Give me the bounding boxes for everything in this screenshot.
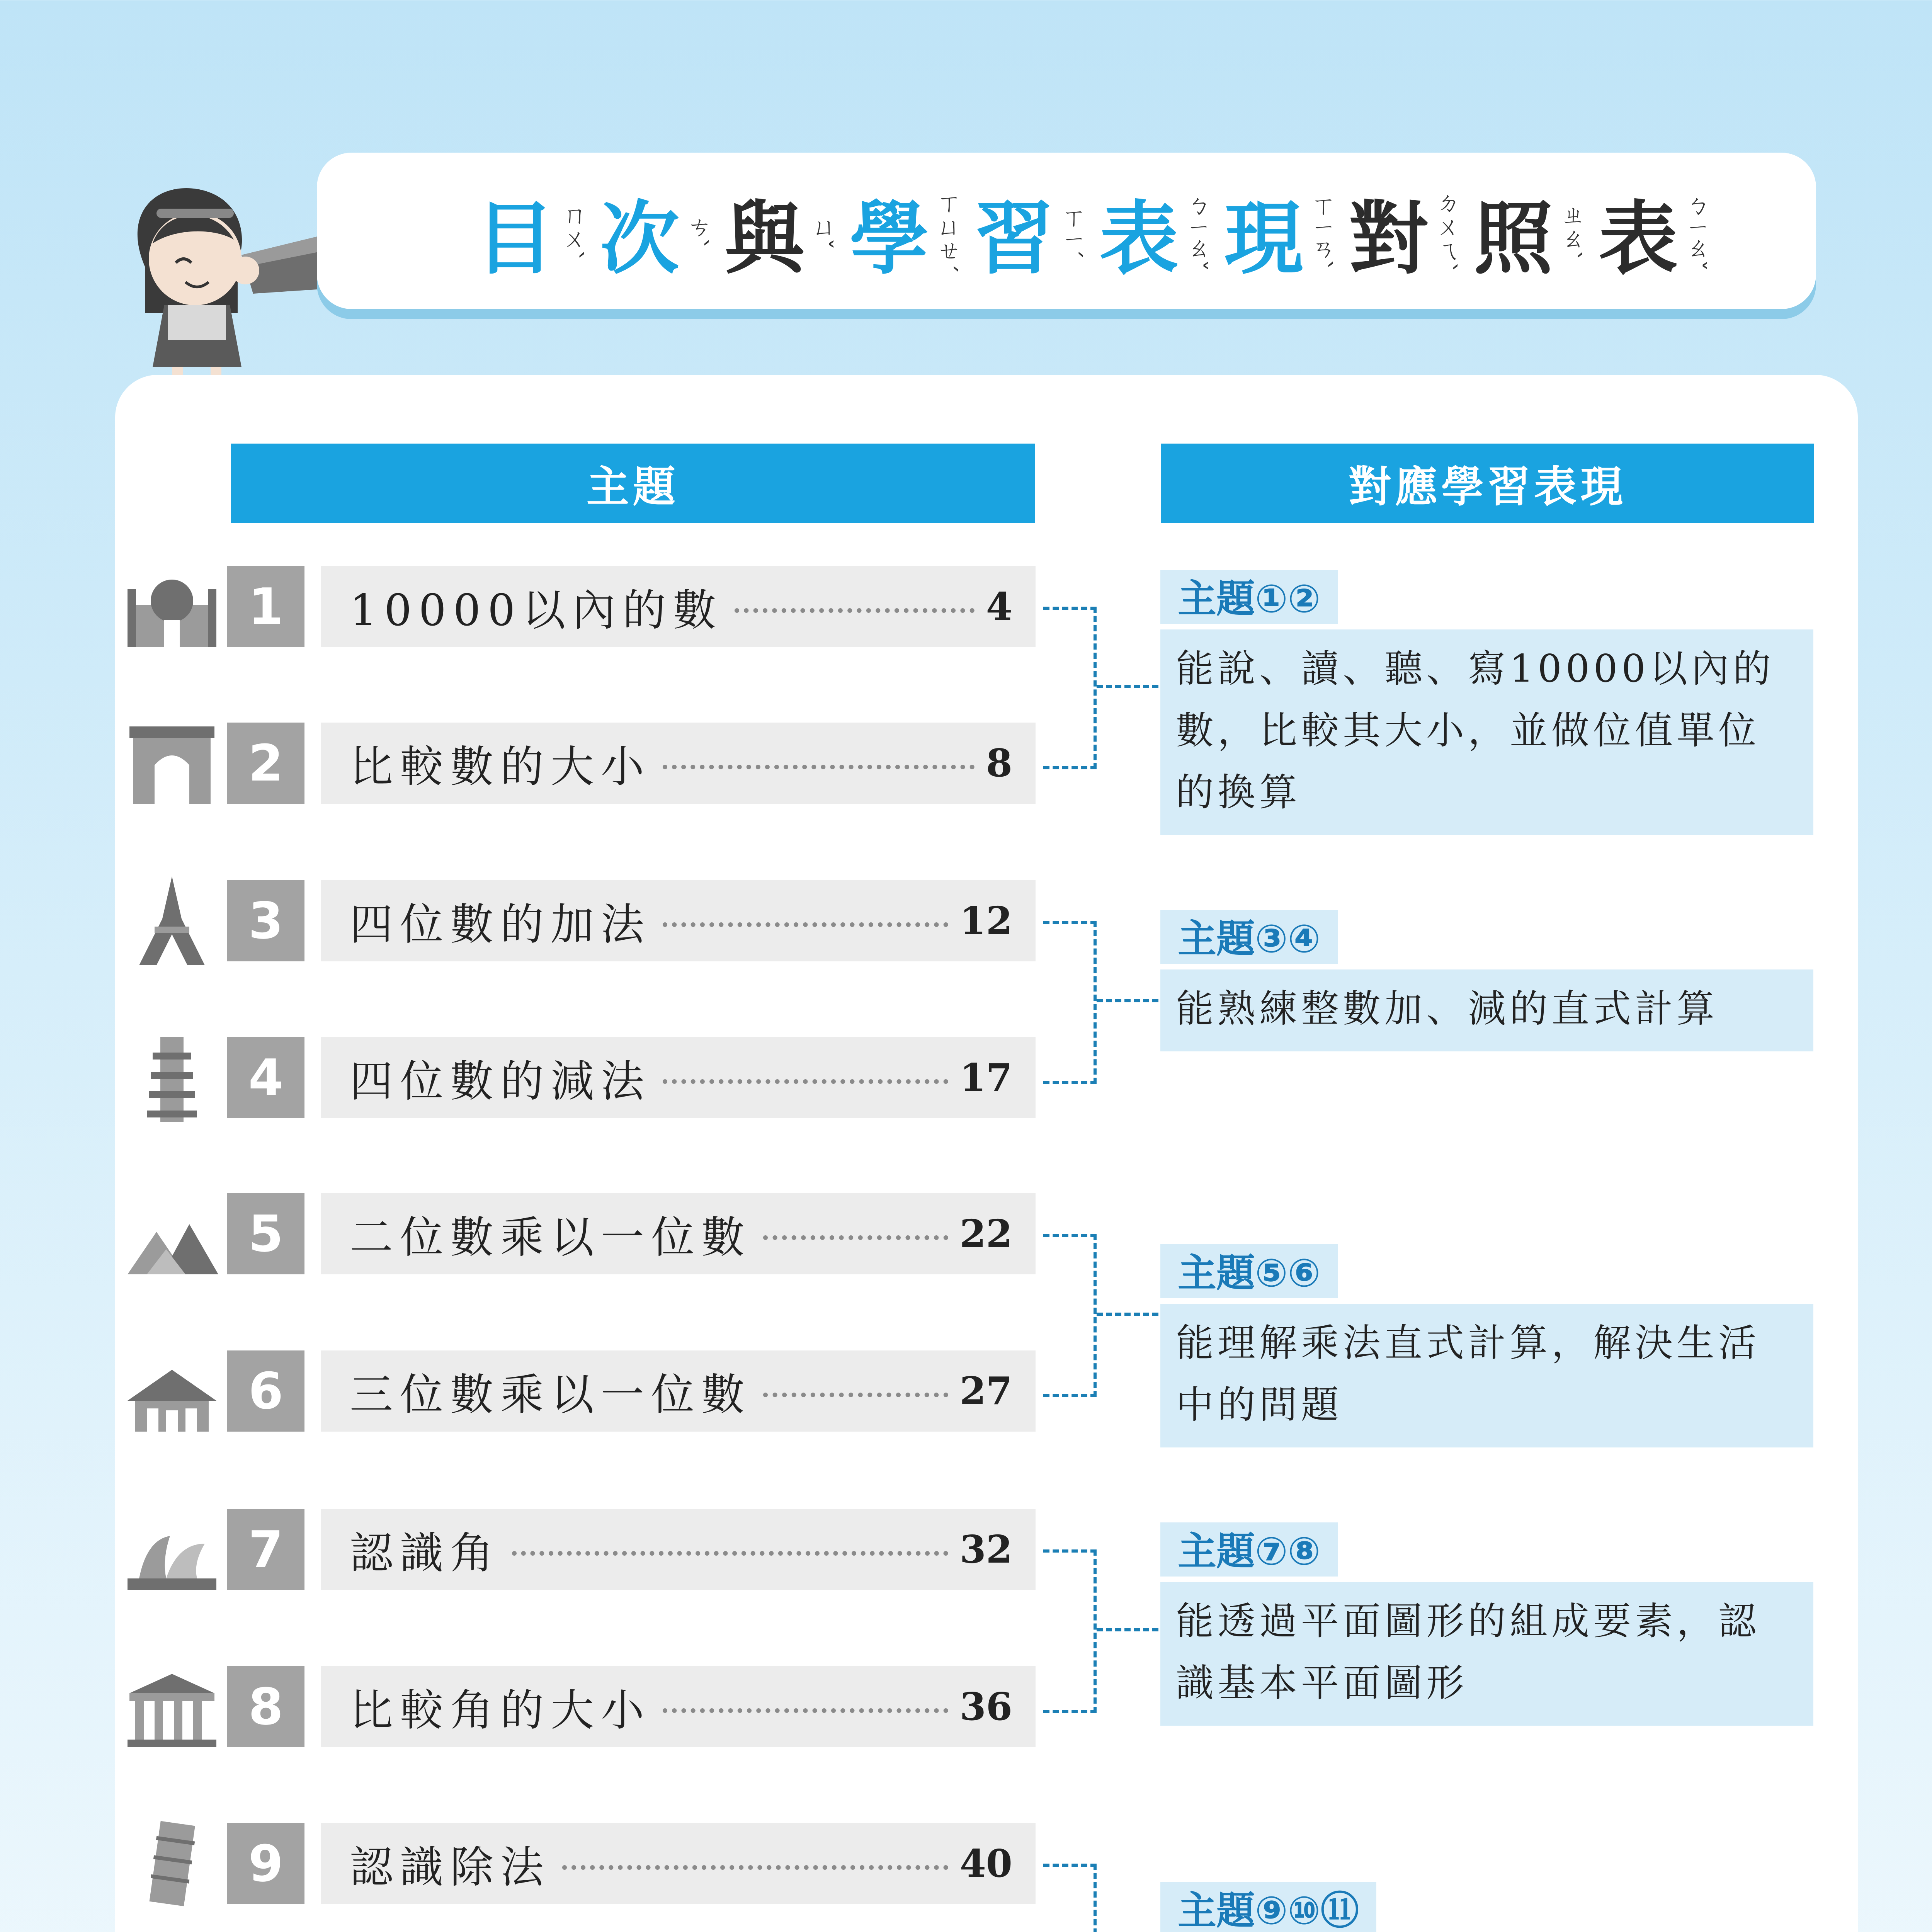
topic-row[interactable] [124, 1193, 1036, 1274]
arch-icon [124, 715, 220, 811]
page-ref: 40 [959, 1841, 1012, 1886]
topic-row[interactable] [124, 1509, 1036, 1590]
topic-title: 二位數乘以一位數 [350, 1212, 752, 1263]
page-ref: 36 [959, 1684, 1012, 1729]
page-ref: 32 [959, 1527, 1012, 1572]
topic-title: 比較角的大小 [350, 1685, 651, 1736]
theme-panel [1160, 1882, 1813, 1932]
title-char: 習 [975, 193, 1057, 285]
topic-number: 7 [227, 1509, 304, 1590]
theme-panel [1160, 570, 1813, 835]
title-zhuyin: ㄓㄠˋ [1557, 202, 1585, 262]
dot-leader [763, 1393, 948, 1397]
title-zhuyin: ㄒㄩㄝˊ [933, 190, 961, 274]
theme-tag: 主題⑤⑥ [1160, 1244, 1338, 1298]
title-char: 學 [850, 193, 932, 285]
theme-tag: 主題⑦⑧ [1160, 1522, 1338, 1577]
leaning-tower-icon [124, 1815, 220, 1912]
dot-leader [562, 1865, 948, 1870]
performance-column-header: 對應學習表現 [1161, 444, 1814, 523]
topic-number: 5 [227, 1193, 304, 1274]
theme-panel [1160, 910, 1813, 1051]
connector-line [1097, 1313, 1158, 1316]
title-zhuyin: ㄒㄧˊ [1058, 204, 1086, 260]
topic-title-box [321, 723, 1036, 804]
dot-leader [512, 1551, 948, 1556]
topic-title: 認識除法 [350, 1842, 551, 1893]
topic-title-box [321, 566, 1036, 647]
topic-number: 2 [227, 723, 304, 804]
topic-number: 1 [227, 566, 304, 647]
page-ref: 8 [986, 741, 1012, 786]
theme-description: 能熟練整數加、減的直式計算 [1160, 969, 1813, 1051]
connector-bracket [1043, 607, 1097, 769]
page-ref: 12 [959, 898, 1012, 943]
mosque-icon [124, 558, 220, 655]
title-zhuyin: ㄅㄧㄠˇ [1682, 192, 1710, 272]
connector-line [1097, 1628, 1158, 1631]
topic-title: 三位數乘以一位數 [350, 1369, 752, 1420]
title-char: 對 [1349, 193, 1431, 285]
theme-description: 能透過平面圖形的組成要素，認識基本平面圖形 [1160, 1582, 1813, 1726]
topic-title-box [321, 1823, 1036, 1904]
theme-tag: 主題⑨⑩⑪ [1160, 1882, 1376, 1932]
title-zhuyin: ㄇㄨˋ [559, 202, 587, 262]
dot-leader [663, 1708, 948, 1713]
title-char: 照 [1474, 193, 1556, 285]
topic-title: 四位數的減法 [350, 1056, 651, 1107]
topic-row[interactable] [124, 880, 1036, 961]
topic-row[interactable] [124, 566, 1036, 647]
theme-tag: 主題③④ [1160, 910, 1338, 964]
theme-tag: 主題①② [1160, 570, 1338, 624]
connector-bracket [1043, 921, 1097, 1084]
title-zhuyin: ㄒㄧㄢˋ [1308, 192, 1336, 272]
topic-number: 6 [227, 1350, 304, 1432]
theme-panel [1160, 1244, 1813, 1447]
topic-number: 9 [227, 1823, 304, 1904]
topic-title-box [321, 880, 1036, 961]
topic-title: 認識角 [350, 1528, 500, 1578]
topic-title-box [321, 1193, 1036, 1274]
topic-number: 8 [227, 1666, 304, 1747]
topic-title-box [321, 1350, 1036, 1432]
page-ref: 22 [959, 1211, 1012, 1256]
eiffel-tower-icon [124, 872, 220, 969]
topic-row[interactable] [124, 1350, 1036, 1432]
page-ref: 17 [959, 1055, 1012, 1100]
theme-description: 能說、讀、聽、寫10000以內的數，比較其大小，並做位值單位的換算 [1160, 629, 1813, 835]
title-zhuyin: ㄉㄨㄟˋ [1432, 190, 1461, 274]
connector-bracket [1043, 1234, 1097, 1397]
title-char: 現 [1224, 193, 1306, 285]
theme-panel [1160, 1522, 1813, 1726]
page-title [475, 182, 1723, 285]
topic-row[interactable] [124, 1666, 1036, 1747]
topic-row[interactable] [124, 723, 1036, 804]
topic-column-header: 主題 [231, 444, 1035, 523]
topic-title: 四位數的加法 [350, 899, 651, 950]
page-ref: 27 [959, 1369, 1012, 1413]
theme-description: 能理解乘法直式計算，解決生活中的問題 [1160, 1304, 1813, 1447]
topic-title-box [321, 1509, 1036, 1590]
palace-icon [124, 1343, 220, 1439]
topic-title: 比較數的大小 [350, 742, 651, 792]
title-zhuyin: ㄩˇ [808, 214, 837, 250]
title-zhuyin: ㄅㄧㄠˇ [1183, 192, 1211, 272]
title-zhuyin: ㄘˋ [684, 214, 712, 250]
topic-title-box [321, 1666, 1036, 1747]
dot-leader [763, 1235, 948, 1240]
title-char: 目 [475, 193, 558, 285]
title-char: 表 [1599, 193, 1681, 285]
opera-house-icon [124, 1501, 220, 1598]
dot-leader [663, 922, 948, 927]
connector-bracket [1043, 1549, 1097, 1713]
title-char: 與 [725, 193, 807, 285]
dot-leader [663, 765, 975, 769]
page-ref: 4 [986, 584, 1012, 629]
connector-line [1097, 685, 1158, 688]
connector-bracket [1043, 1864, 1097, 1932]
parthenon-icon [124, 1658, 220, 1755]
topic-row[interactable] [124, 1823, 1036, 1904]
topic-row[interactable] [124, 1037, 1036, 1118]
dot-leader [735, 608, 975, 613]
topic-number: 3 [227, 880, 304, 961]
topic-number: 4 [227, 1037, 304, 1118]
connector-line [1097, 999, 1158, 1002]
title-char: 次 [600, 193, 682, 285]
pyramids-icon [124, 1185, 220, 1282]
title-char: 表 [1099, 193, 1182, 285]
topic-title-box [321, 1037, 1036, 1118]
dot-leader [663, 1079, 948, 1084]
pagoda-icon [124, 1029, 220, 1126]
topic-title: 10000以內的數 [350, 585, 723, 636]
